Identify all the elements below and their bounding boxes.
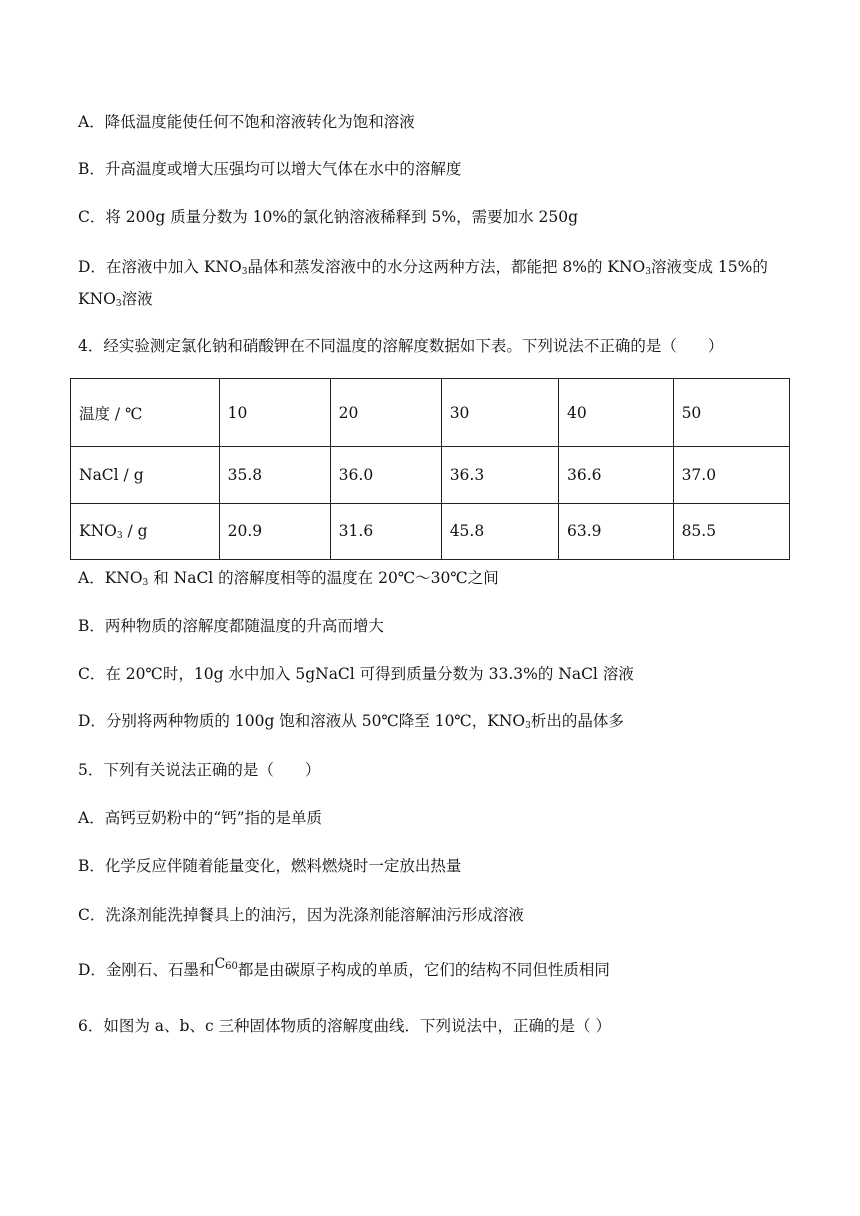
q4-option-c: C．在 20℃时，10g 水中加入 5gNaCl 可得到质量分数为 33.3%的 NaCl 溶液: [78, 665, 634, 683]
table-cell: 36.0: [330, 447, 441, 503]
table-cell: 20.9: [219, 503, 330, 559]
q3-option-c: C．将 200g 质量分数为 10%的氯化钠溶液稀释到 5%，需要加水 250g: [78, 208, 579, 226]
q5-option-d: D．金刚石、石墨和$C_{60}$都是由碳原子构成的单质，它们的结构不同但性质相同: [78, 956, 610, 979]
q4-option-a: A．$KNO_3$ 和 NaCl 的溶解度相等的温度在 20℃～30℃之间: [78, 569, 499, 588]
q3-option-a: A．降低温度能使任何不饱和溶液转化为饱和溶液: [78, 113, 415, 131]
table-row-temperature: [71, 379, 790, 447]
table-cell: 37.0: [673, 447, 789, 503]
c60-formula: $C_{60}$: [214, 956, 238, 972]
table-cell: $KNO_3$ / g: [71, 503, 220, 559]
table-cell: 36.6: [558, 447, 673, 503]
q5-stem: 5．下列有关说法正确的是（ ）: [78, 761, 321, 779]
q4-option-d: D．分别将两种物质的 100g 饱和溶液从 50℃降至 10℃，$KNO_3$析出的晶体多: [78, 712, 624, 731]
table-cell: 40: [558, 379, 673, 447]
q3-option-d: D．在溶液中加入 $KNO_3$晶体和蒸发溶液中的水分这两种方法，都能把 8%的 $KNO_3$溶液变成 15%的: [78, 258, 768, 277]
table-cell: 20: [330, 379, 441, 447]
table-cell: 31.6: [330, 503, 441, 559]
table-cell: NaCl / g: [71, 447, 220, 503]
q6-stem: 6．如图为 a、b、c 三种固体物质的溶解度曲线．下列说法中，正确的是（ ）: [78, 1017, 611, 1035]
table-cell: 35.8: [219, 447, 330, 503]
table-cell: 50: [673, 379, 789, 447]
solubility-table: [70, 378, 790, 560]
q5-option-b: B．化学反应伴随着能量变化，燃料燃烧时一定放出热量: [78, 857, 462, 875]
q4-option-b: B．两种物质的溶解度都随温度的升高而增大: [78, 617, 384, 635]
table-cell: 45.8: [441, 503, 558, 559]
q4-stem: 4．经实验测定氯化钠和硝酸钾在不同温度的溶解度数据如下表。下列说法不正确的是（ ）: [78, 337, 724, 355]
table-row-nacl: [71, 447, 790, 503]
q5-option-c: C．洗涤剂能洗掉餐具上的油污，因为洗涤剂能溶解油污形成溶液: [78, 906, 524, 924]
q3-option-b: B．升高温度或增大压强均可以增大气体在水中的溶解度: [78, 160, 462, 178]
table-cell: 85.5: [673, 503, 789, 559]
table-cell: 温度 / ℃: [71, 379, 220, 447]
table-row-kno3: [71, 503, 790, 559]
q5-option-a: A．高钙豆奶粉中的“钙”指的是单质: [78, 809, 323, 827]
table-cell: 30: [441, 379, 558, 447]
table-cell: 63.9: [558, 503, 673, 559]
q3-option-d-cont: $KNO_3$溶液: [78, 290, 153, 309]
table-cell: 36.3: [441, 447, 558, 503]
table-cell: 10: [219, 379, 330, 447]
